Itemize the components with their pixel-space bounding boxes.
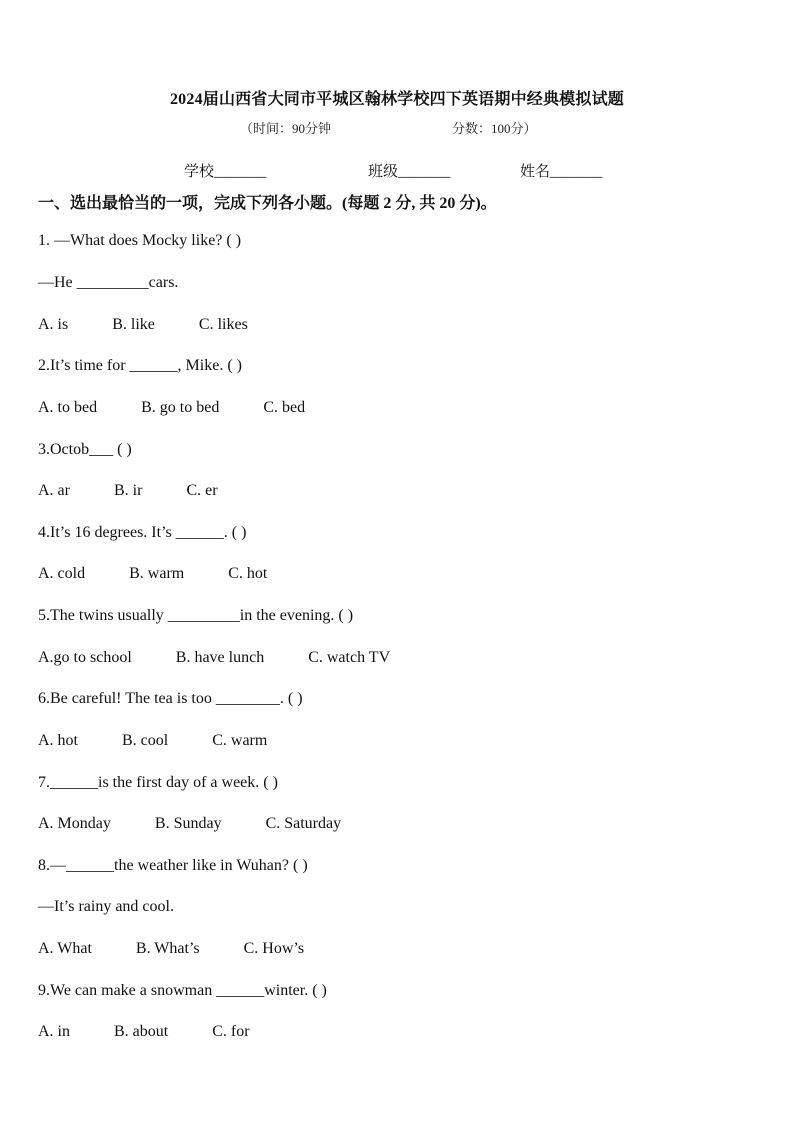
question-8-answer-line: —It’s rainy and cool. (38, 898, 174, 915)
question-5: 5.The twins usually _________in the evening. ( ) (38, 607, 354, 624)
option-a[interactable]: A. ar (38, 482, 70, 499)
option-a[interactable]: A. is (38, 316, 69, 333)
option-b[interactable]: B. warm (129, 565, 185, 582)
question-9: 9.We can make a snowman ______winter. ( ) (38, 982, 327, 999)
question-3-options (38, 482, 218, 500)
name-field[interactable]: 姓名_______ (520, 164, 603, 180)
option-b[interactable]: B. go to bed (141, 399, 220, 416)
option-c[interactable]: C. er (186, 482, 218, 499)
question-1: 1. —What does Mocky like? ( ) (38, 232, 242, 249)
option-c[interactable]: C. for (212, 1023, 250, 1040)
question-1-options (38, 316, 248, 334)
class-field[interactable]: 班级_______ (368, 164, 451, 180)
option-c[interactable]: C. Saturday (265, 815, 342, 832)
option-b[interactable]: B. like (112, 316, 155, 333)
option-c[interactable]: C. hot (228, 565, 268, 582)
section-heading: 一、选出最恰当的一项，完成下列各小题。(每题 2 分, 共 20 分)。 (38, 195, 497, 212)
question-4: 4.It’s 16 degrees. It’s ______. ( ) (38, 524, 247, 541)
exam-time: （时间：90分钟 (240, 121, 332, 136)
option-c[interactable]: C. bed (263, 399, 306, 416)
option-b[interactable]: B. cool (122, 732, 169, 749)
question-7: 7.______is the first day of a week. ( ) (38, 774, 278, 791)
option-a[interactable]: A. hot (38, 732, 78, 749)
option-a[interactable]: A. in (38, 1023, 70, 1040)
question-2: 2.It’s time for ______, Mike. ( ) (38, 357, 242, 374)
option-a[interactable]: A. What (38, 940, 92, 957)
question-6-options (38, 732, 267, 750)
option-b[interactable]: B. about (114, 1023, 169, 1040)
question-6: 6.Be careful! The tea is too ________. ( ) (38, 690, 303, 707)
question-8-options (38, 940, 304, 958)
exam-title: 2024届山西省大同市平城区翰林学校四下英语期中经典模拟试题 (169, 91, 624, 108)
option-b[interactable]: B. have lunch (175, 649, 265, 666)
option-a[interactable]: A. Monday (38, 815, 111, 832)
option-b[interactable]: B. ir (113, 482, 143, 499)
option-a[interactable]: A.go to school (38, 649, 132, 666)
question-2-options (38, 399, 305, 417)
option-c[interactable]: C. warm (212, 732, 268, 749)
school-field[interactable]: 学校_______ (184, 164, 267, 180)
option-a[interactable]: A. to bed (38, 399, 98, 416)
option-c[interactable]: C. likes (198, 316, 248, 333)
question-1-answer-line: —He _________cars. (38, 274, 179, 291)
exam-score: 分数：100分） (452, 121, 537, 136)
option-c[interactable]: C. How’s (243, 940, 305, 957)
option-a[interactable]: A. cold (38, 565, 86, 582)
question-5-options (38, 649, 390, 667)
option-b[interactable]: B. Sunday (154, 815, 222, 832)
question-7-options (38, 815, 341, 833)
option-b[interactable]: B. What’s (135, 940, 200, 957)
question-4-options (38, 565, 267, 583)
question-9-options (38, 1023, 250, 1041)
question-3: 3.Octob___ ( ) (38, 441, 132, 458)
option-c[interactable]: C. watch TV (308, 649, 391, 666)
question-8: 8.—______the weather like in Wuhan? ( ) (38, 857, 308, 874)
